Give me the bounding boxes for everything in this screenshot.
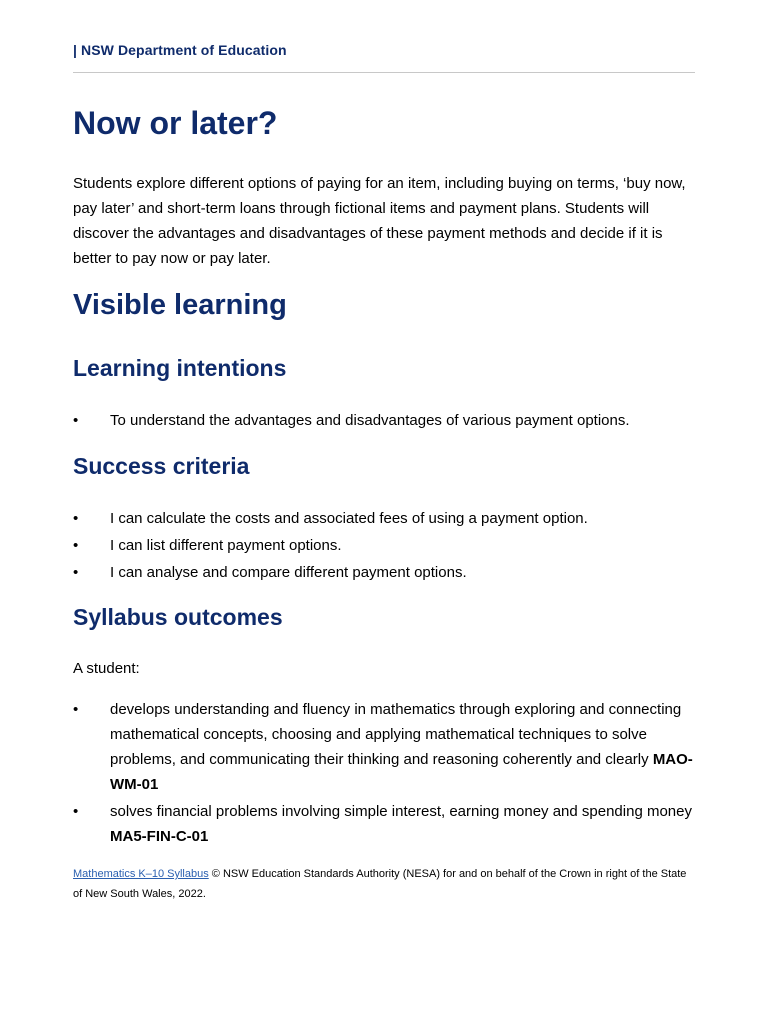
bullet-icon: • xyxy=(73,412,79,429)
page-header: | NSW Department of Education xyxy=(73,42,287,58)
student-lead-text: A student: xyxy=(73,660,140,677)
list-item-text: I can analyse and compare different payment options. xyxy=(110,564,467,581)
outcome-code: MA5-FIN-C-01 xyxy=(110,828,209,845)
copyright-text: © NSW Education Standards Authority (NESA) for and on behalf of the Crown in right of the State of New South Wales, 2022. xyxy=(73,868,687,900)
list-item-text: I can calculate the costs and associated fees of using a payment option. xyxy=(110,510,588,527)
copyright-footer xyxy=(73,864,695,904)
list-item xyxy=(73,560,695,585)
success-criteria-heading: Success criteria xyxy=(73,453,250,479)
learning-intentions-list xyxy=(73,408,695,435)
list-item xyxy=(73,506,695,531)
list-item-text: I can list different payment options. xyxy=(110,537,342,554)
learning-intentions-heading: Learning intentions xyxy=(73,355,287,381)
syllabus-link[interactable]: Mathematics K–10 Syllabus xyxy=(73,868,209,880)
list-item-text: To understand the advantages and disadvantages of various payment options. xyxy=(110,412,630,429)
page-title: Now or later? xyxy=(73,105,278,141)
header-divider xyxy=(73,72,695,73)
outcome-text: solves financial problems involving simple interest, earning money and spending money xyxy=(110,803,692,820)
syllabus-outcomes-heading: Syllabus outcomes xyxy=(73,604,283,630)
bullet-icon: • xyxy=(73,510,79,527)
bullet-icon: • xyxy=(73,701,79,718)
success-criteria-list xyxy=(73,506,695,587)
outcome-text: develops understanding and fluency in mathematics through exploring and connecting mathematical concepts, choosing and applying mathematical techniques to solve problems, and communicating their thinking and reasoning coherently and clearly xyxy=(110,701,682,768)
visible-learning-heading: Visible learning xyxy=(73,289,287,321)
list-item xyxy=(73,408,695,433)
bullet-icon: • xyxy=(73,564,79,581)
list-item xyxy=(73,533,695,558)
outcome-code: MAO-WM-01 xyxy=(110,751,693,793)
bullet-icon: • xyxy=(73,537,79,554)
bullet-icon: • xyxy=(73,803,79,820)
list-item xyxy=(73,799,695,849)
syllabus-outcomes-list xyxy=(73,697,695,851)
list-item xyxy=(73,697,695,797)
intro-paragraph: Students explore different options of paying for an item, including buying on terms, ‘buy now, pay later’ and short-term loans through fictional items and payment plans. Students will discover the advantages and disadvantages of these payment methods and decide if it is better to pay now or pay later. xyxy=(73,175,686,267)
